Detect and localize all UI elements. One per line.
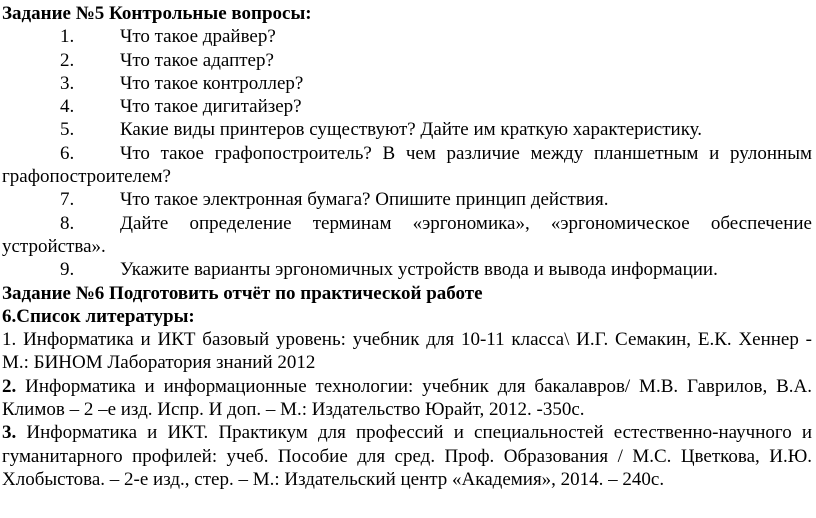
task5-heading: Задание №5 Контрольные вопросы:: [2, 3, 312, 24]
question-text: Какие виды принтеров существуют? Дайте им краткую характеристику.: [120, 119, 703, 141]
question-number: 5.: [60, 119, 75, 141]
literature-item: [2, 375, 812, 422]
question-number: 4.: [60, 96, 75, 118]
literature-item: [2, 328, 812, 375]
literature-list: [2, 328, 812, 491]
question-item: [2, 72, 812, 95]
question-item: [2, 212, 812, 259]
question-number: 7.: [60, 189, 75, 211]
literature-number: 3.: [2, 422, 17, 444]
literature-heading: 6.Список литературы:: [2, 305, 195, 327]
literature-text: Информатика и ИКТ. Практикум для профессий и специальностей естественно-научного и гуманитарного профилей: учеб. Пособие для сред. Проф. Образования / М.С. Цветкова, И.Ю. Хлобыстова. – 2-е изд., стер. – М.: Издательский центр «Академия», 2014. – 240с.: [2, 422, 813, 490]
question-text: Что такое графопостроитель? В чем различие между планшетным и рулонным графопостроителем?: [2, 142, 812, 188]
question-item: [2, 142, 812, 189]
question-item: [2, 25, 812, 48]
question-item: [2, 188, 812, 211]
literature-text: Информатика и ИКТ базовый уровень: учебник для 10-11 класса\ И.Г. Семакин, Е.К. Хеннер - М.: БИНОМ Лаборатория знаний 2012: [2, 329, 813, 374]
question-text: Что такое контроллер?: [120, 72, 304, 94]
question-text: Что такое электронная бумага? Опишите принцип действия.: [120, 189, 609, 211]
literature-text: Информатика и информационные технологии: учебник для бакалавров/ М.В. Гаврилов, В.А. Климов – 2 –е изд. Испр. И доп. – М.: Издательство Юрайт, 2012. -350с.: [2, 375, 813, 421]
task6-heading: Задание №6 Подготовить отчёт по практической работе: [2, 282, 483, 304]
question-item: [2, 49, 812, 72]
literature-number: 1.: [2, 329, 17, 351]
question-number: 1.: [60, 26, 75, 48]
question-number: 3.: [60, 72, 75, 94]
question-text: Укажите варианты эргономичных устройств ввода и вывода информации.: [120, 259, 718, 281]
question-number: 2.: [60, 49, 75, 71]
question-text: Что такое дигитайзер?: [120, 96, 302, 118]
question-item: [2, 258, 812, 281]
control-questions-list: [2, 25, 812, 281]
question-number: 6.: [60, 142, 75, 164]
question-item: [2, 95, 812, 118]
literature-item: [2, 421, 812, 491]
question-text: Что такое драйвер?: [120, 26, 276, 48]
question-number: 9.: [60, 259, 75, 281]
question-item: [2, 118, 812, 141]
question-text: Что такое адаптер?: [120, 49, 274, 71]
question-text: Дайте определение терминам «эргономика», «эргономическое обеспечение устройства».: [2, 212, 812, 257]
question-number: 8.: [60, 212, 75, 234]
literature-number: 2.: [2, 375, 17, 397]
